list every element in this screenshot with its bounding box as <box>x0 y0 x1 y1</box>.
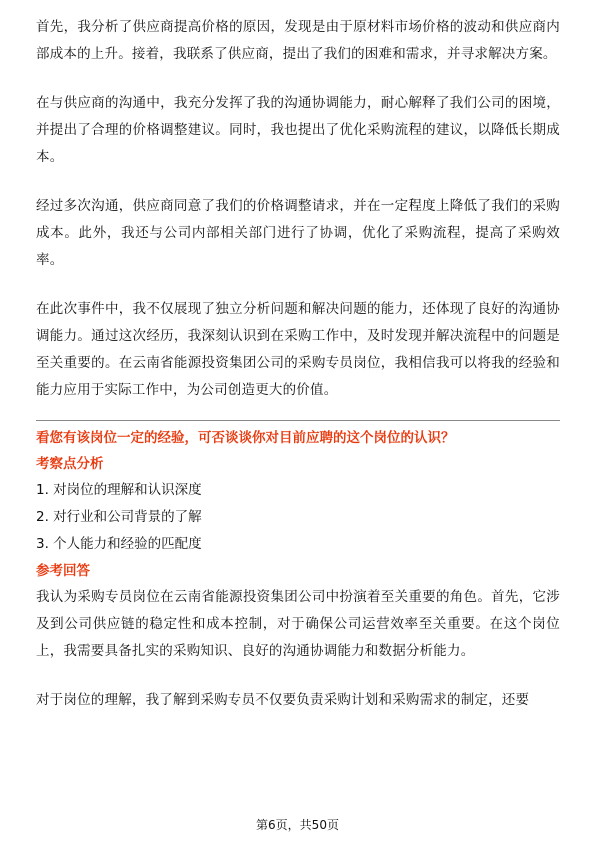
interview-question: 看您有该岗位一定的经验，可否谈谈你对目前应聘的这个岗位的认识？ <box>36 430 455 446</box>
answer-paragraph: 我认为采购专员岗位在云南省能源投资集团公司中扮演着至关重要的角色。首先，它涉及到公司供应链的稳定性和成本控制，对于确保公司运营效率至关重要。在这个岗位上，我需要具备扎实的采购知识、良好的沟通协调能力和数据分析能力。 <box>36 589 560 659</box>
section-divider <box>36 420 560 421</box>
body-paragraph: 在此次事件中，我不仅展现了独立分析问题和解决问题的能力，还体现了良好的沟通协调能力。通过这次经历，我深刻认识到在采购工作中，及时发现并解决流程中的问题是至关重要的。在云南省能源投资集团公司的采购专员岗位，我相信我可以将我的经验和能力应用于实际工作中，为公司创造更大的价值。 <box>36 301 560 398</box>
analysis-item: 3. 个人能力和经验的匹配度 <box>36 536 202 552</box>
document-body <box>36 14 560 714</box>
body-paragraph: 在与供应商的沟通中，我充分发挥了我的沟通协调能力，耐心解释了我们公司的困境，并提出了合理的价格调整建议。同时，我也提出了优化采购流程的建议，以降低长期成本。 <box>36 95 560 165</box>
body-paragraph: 经过多次沟通，供应商同意了我们的价格调整请求，并在一定程度上降低了我们的采购成本。此外，我还与公司内部相关部门进行了协调，优化了采购流程，提高了采购效率。 <box>36 198 560 268</box>
analysis-heading: 考察点分析 <box>36 456 104 472</box>
page-footer: 第6页，共50页 <box>256 818 339 832</box>
body-paragraph: 首先，我分析了供应商提高价格的原因，发现是由于原材料市场价格的波动和供应商内部成本的上升。接着，我联系了供应商，提出了我们的困难和需求，并寻求解决方案。 <box>36 19 560 62</box>
analysis-item: 2. 对行业和公司背景的了解 <box>36 509 202 525</box>
analysis-item: 1. 对岗位的理解和认识深度 <box>36 482 202 498</box>
answer-heading: 参考回答 <box>36 563 90 579</box>
answer-paragraph: 对于岗位的理解，我了解到采购专员不仅要负责采购计划和采购需求的制定，还要 <box>36 692 530 708</box>
